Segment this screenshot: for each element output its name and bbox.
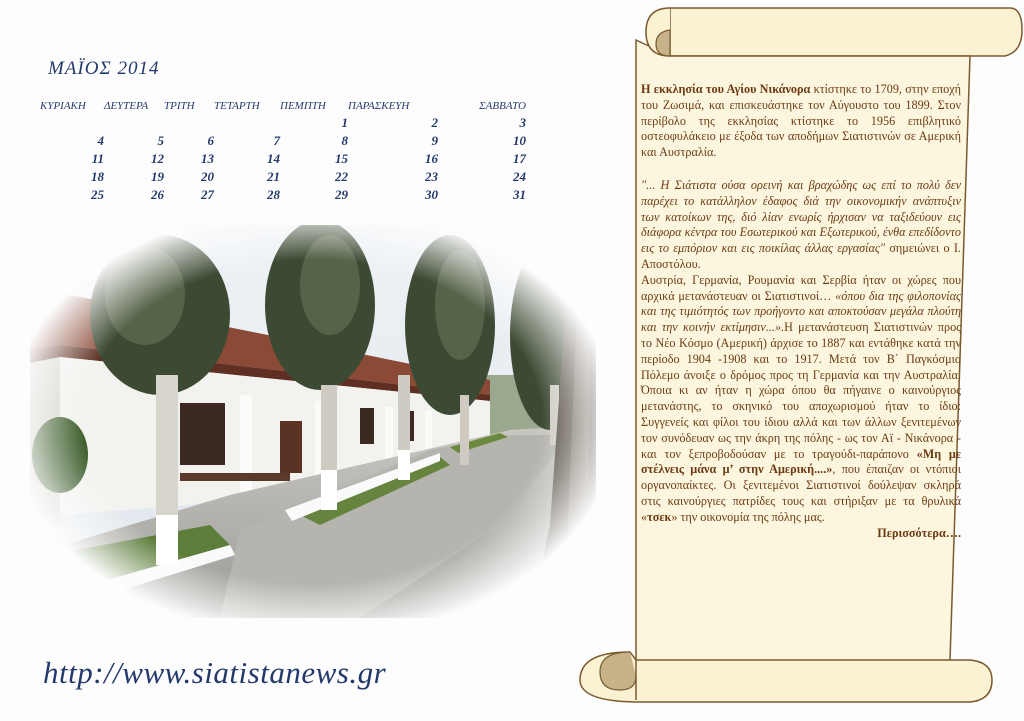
weekday-label: ΣΑΒΒΑΤΟ	[479, 100, 526, 112]
calendar-day: 23	[425, 169, 438, 184]
calendar-day: 7	[273, 133, 280, 148]
song-title: «Μη με στέλνεις μάνα μ’ στην Αμερική....»	[641, 446, 962, 477]
calendar-day: 29	[335, 187, 348, 202]
calendar-day: 18	[91, 169, 104, 184]
weekday-label: ΠΕΜΠΤΗ	[280, 100, 326, 112]
calendar-day: 15	[335, 151, 348, 166]
calendar-day: 24	[513, 169, 526, 184]
calendar-title: ΜΑΪΟΣ 2014	[48, 58, 160, 79]
migration-text-a: Αυστρία, Γερμανία, Ρουμανία και Σερβία ήταν οι χώρες που αρχικά μετανάστευαν οι Σιατιστινοί…	[641, 272, 961, 303]
scroll-article	[641, 82, 961, 541]
calendar-week-row	[40, 168, 530, 186]
intro-text: κτίστηκε το 1709, στην εποχή του Ζωσιμά, και επισκευάστηκε τον Αύγουστο του 1899. Στον περίβολο της εκκλησίας κτίστηκε το 1956 επιβλητικό οστεοφυλάκειο με έξοδα των αποδήμων Σιατιστινών σε Αμερική και Αυστραλία.	[641, 82, 961, 160]
calendar-week-row	[40, 132, 530, 150]
calendar-body	[40, 114, 530, 204]
calendar-day: 31	[513, 187, 526, 202]
weekday-header-row	[40, 98, 530, 114]
calendar-grid	[40, 98, 530, 204]
calendar-day: 14	[267, 151, 280, 166]
calendar-day: 19	[151, 169, 164, 184]
church-name: Η εκκλησία του Αγίου Νικάνορα	[641, 82, 811, 96]
calendar-day: 28	[267, 187, 280, 202]
calendar-day: 27	[201, 187, 214, 202]
calendar-week-row	[40, 150, 530, 168]
calendar-day: 1	[341, 115, 348, 130]
weekday-label: ΔΕΥΤΕΡΑ	[104, 100, 149, 112]
tsek-word: τσεκ	[647, 509, 672, 524]
migration-text-b: Η μετανάστευση Σιατιστινών προς το Νέο Κόσμο (Αμερική) άρχισε το 1887 και εντάθηκε κατά την περίοδο 1904 -1908 και το 1917. Μετά τον Β΄ Παγκόσμιο Πόλεμο άνοιξε ο δρόμος προς τη Γερμανία και την Αυστραλία. Όποια κι αν ήταν η χώρα όπου θα πήγαινε ο καινούργιος μετανάστης, το σκηνικό του αποχωρισμού ήταν το ίδιο: Συγγενείς και φίλοι του ίδιου αλλά και των άλλων ξενιτεμένων τον συνόδευαν ως την άκρη της πόλης - ως τον Αϊ - Νικάνορα - και τον ξεπροβοδούσαν με το τραγούδι-παράπονο	[641, 320, 961, 461]
calendar-day: 17	[513, 151, 526, 166]
quote-paragraph	[641, 178, 961, 273]
calendar-day: 8	[341, 133, 348, 148]
calendar-day: 21	[267, 169, 280, 184]
migration-text-c: , που έπαιζαν οι ντόπιοι οργανοπαίκτες. Οι ξενιτεμένοι Σιατιστινοί δούλεψαν σκληρά στις καινούργιες πατρίδες τους και στήριξαν με τα θρυλικά «	[641, 462, 961, 524]
calendar-day: 6	[207, 133, 214, 148]
calendar-week-row	[40, 186, 530, 204]
apostolou-quote: "... Η Σιάτιστα ούσα ορεινή και βραχώδης ως επί το πολύ δεν παρέχει το κατάλληλον έδαφος διά την οικονομικήν ανάπτυξιν των κατοίκων της, διό λίαν ενωρίς ήρχισαν να ταξιδεύουν εις διάφορα κέντρα του Εσωτερικού και Εξωτερικού, ένθα επεδίδοντο εις το εμπόριον και εις ποικίλας άλλας εργασίας"	[641, 177, 961, 256]
calendar-day: 20	[201, 169, 214, 184]
church-photo	[30, 225, 596, 618]
more-link[interactable]: Περισσότερα….	[877, 525, 961, 540]
calendar-day: 26	[151, 187, 164, 202]
calendar-day: 30	[425, 187, 438, 202]
calendar-day: 25	[91, 187, 104, 202]
calendar-day: 9	[431, 133, 438, 148]
calendar-day: 4	[97, 133, 104, 148]
calendar-day: 2	[431, 115, 438, 130]
weekday-label: ΤΕΤΑΡΤΗ	[214, 100, 260, 112]
intro-paragraph	[641, 82, 961, 161]
calendar-day: 5	[157, 133, 164, 148]
weekday-label: ΤΡΙΤΗ	[164, 100, 195, 112]
website-url[interactable]: http://www.siatistanews.gr	[43, 655, 387, 690]
calendar-day: 11	[91, 151, 104, 166]
migration-text-d: » την οικονομία της πόλης μας.	[671, 509, 825, 524]
calendar-week-row	[40, 114, 530, 132]
calendar-day: 12	[151, 151, 164, 166]
calendar-day: 3	[519, 115, 526, 130]
weekday-label: ΚΥΡΙΑΚΗ	[40, 100, 86, 112]
calendar-day: 22	[335, 169, 348, 184]
calendar-day: 13	[201, 151, 214, 166]
migration-paragraph	[641, 273, 961, 526]
quote-attribution: σημειώνει ο Ι. Αποστόλου.	[641, 241, 961, 271]
weekday-label: ΠΑΡΑΣΚΕΥΗ	[348, 100, 410, 112]
calendar-day: 16	[425, 151, 438, 166]
calendar-day: 10	[513, 133, 526, 148]
migration-quote: «όπου δια της φιλοπονίας και της τιμιότητός των προήγοντο και αποκτούσαν μεγάλα πλούτη και την κοινήν εκτίμησιν...».	[641, 288, 961, 335]
